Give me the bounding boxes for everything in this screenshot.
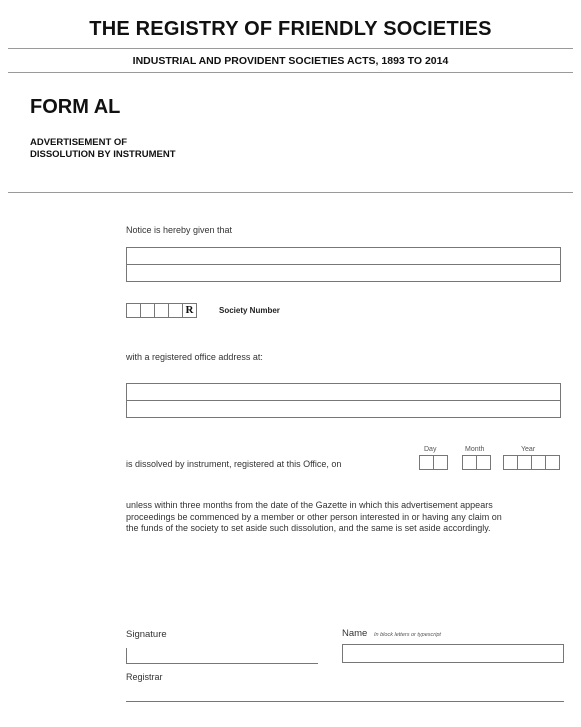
office-address-label: with a registered office address at:: [126, 352, 263, 362]
society-number-digit[interactable]: [140, 303, 155, 318]
society-name-field[interactable]: [126, 247, 561, 282]
society-name-field-divider: [127, 264, 560, 265]
name-label: Name: [342, 628, 368, 639]
subtitle-rule: [8, 72, 573, 73]
name-field[interactable]: [342, 644, 564, 663]
office-address-field-divider: [127, 400, 560, 401]
date-year-digit[interactable]: [545, 455, 560, 470]
date-year-label: Year: [521, 446, 536, 453]
society-number-digit[interactable]: [168, 303, 183, 318]
form-description: [30, 137, 176, 161]
legal-paragraph-line1: unless within three months from the date of the Gazette in which this advertisement appears: [126, 500, 493, 510]
form-description-line2: DISSOLUTION BY INSTRUMENT: [30, 149, 176, 160]
date-year-digit[interactable]: [531, 455, 546, 470]
legal-paragraph-line2: proceedings be commenced by a member or other person interested in or having any claim on: [126, 511, 502, 522]
date-day-digit[interactable]: [419, 455, 434, 470]
date-year-digit[interactable]: [503, 455, 518, 470]
signature-label: Signature: [126, 629, 167, 640]
registrar-line: [126, 701, 564, 702]
date-month-digit[interactable]: [462, 455, 477, 470]
date-day-field[interactable]: [419, 455, 448, 470]
signature-field[interactable]: [126, 648, 318, 664]
registry-title: THE REGISTRY OF FRIENDLY SOCIETIES: [89, 18, 492, 40]
form-description-line1: ADVERTISEMENT OF: [30, 137, 128, 148]
date-year-field[interactable]: [503, 455, 560, 470]
registrar-label: Registrar: [126, 672, 163, 682]
office-address-field[interactable]: [126, 383, 561, 418]
acts-subtitle: INDUSTRIAL AND PROVIDENT SOCIETIES ACTS, 1893 TO 2014: [132, 55, 449, 67]
legal-paragraph: [126, 500, 571, 535]
section-rule: [8, 192, 573, 193]
date-day-digit[interactable]: [433, 455, 448, 470]
society-number-suffix: R: [182, 303, 197, 318]
name-note: In block letters or typescript: [374, 632, 441, 638]
date-month-label: Month: [465, 446, 485, 453]
date-day-label: Day: [424, 446, 437, 453]
date-year-digit[interactable]: [517, 455, 532, 470]
header-rule: [8, 48, 573, 49]
date-month-field[interactable]: [462, 455, 491, 470]
society-number-digit[interactable]: [126, 303, 141, 318]
society-number-label: Society Number: [219, 306, 280, 315]
notice-label: Notice is hereby given that: [126, 225, 233, 235]
date-month-digit[interactable]: [476, 455, 491, 470]
society-number-field[interactable]: [126, 303, 197, 318]
dissolved-label: is dissolved by instrument, registered at this Office, on: [126, 459, 342, 469]
form-code: FORM AL: [30, 96, 121, 118]
legal-paragraph-line3: the funds of the society to set aside such dissolution, and the same is set aside accordingly.: [126, 523, 491, 533]
society-number-digit[interactable]: [154, 303, 169, 318]
